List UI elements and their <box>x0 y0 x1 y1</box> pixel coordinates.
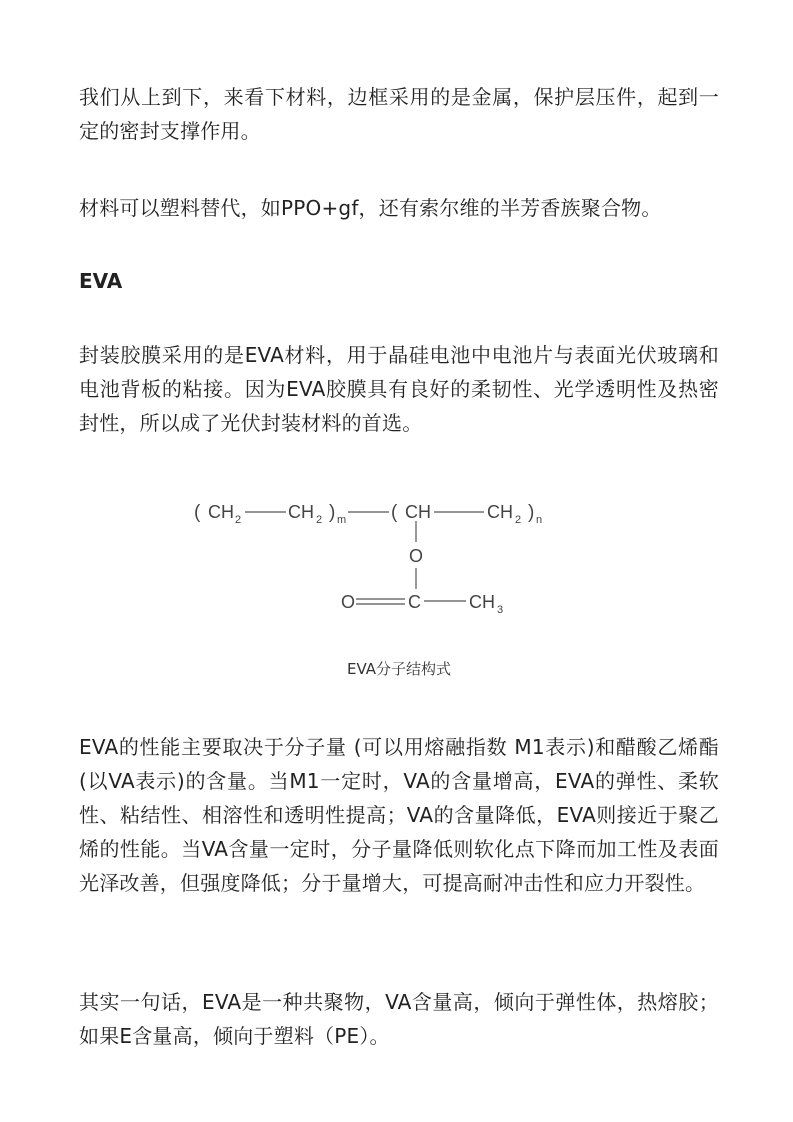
methyl-group: CH <box>469 592 495 612</box>
carbonyl-carbon: C <box>408 592 421 612</box>
subscript-n: n <box>536 514 543 526</box>
ch2-group-a: CH <box>208 502 234 522</box>
eva-structure-figure <box>190 496 570 626</box>
right-paren-n: ) <box>528 502 535 523</box>
ch2-group-c: CH <box>487 502 513 522</box>
paragraph-summary: 其实一句话，EVA是一种共聚物，VA含量高，倾向于弹性体，热熔胶；如果E含量高，倾向于塑料（PE）。 <box>79 990 719 1048</box>
right-paren-m: ) <box>329 502 336 523</box>
ch2-subscript-b: 2 <box>316 514 323 526</box>
ch2-group-b: CH <box>288 502 314 522</box>
methyl-subscript: 3 <box>497 604 504 616</box>
subscript-m: m <box>337 514 347 526</box>
left-paren-m: ( <box>194 502 201 523</box>
eva-structure-diagram <box>190 496 570 626</box>
figure-caption: EVA分子结构式 <box>346 660 452 678</box>
ester-oxygen: O <box>409 546 424 566</box>
carbonyl-oxygen: O <box>341 592 356 612</box>
paragraph-encapsulant-film: 封装胶膜采用的是EVA材料，用于晶硅电池中电池片与表面光伏玻璃和电池背板的粘接。因为EVA胶膜具有良好的柔韧性、光学透明性及热密封性，所以成了光伏封装材料的首选。 <box>79 343 719 435</box>
paragraph-eva-properties: EVA的性能主要取决于分子量 (可以用熔融指数 M1表示)和醋酸乙烯酯 (以VA表示)的含量。当M1一定时，VA的含量增高，EVA的弹性、柔软性、粘结性、相溶性和透明性提高；VA的含量降低，EVA则接近于聚乙烯的性能。当VA含量一定时，分子量降低则软化点下降而加工性及表面光泽改善，但强度降低；分于量增大，可提高耐冲击性和应力开裂性。 <box>79 735 719 895</box>
left-paren-n: ( <box>391 502 398 523</box>
paragraph-plastic-substitute: 材料可以塑料替代，如PPO+gf，还有索尔维的半芳香族聚合物。 <box>79 196 662 220</box>
ch-group: CH <box>405 502 431 522</box>
ch2-subscript-c: 2 <box>515 514 522 526</box>
section-heading-eva: EVA <box>79 269 123 293</box>
ch2-subscript-a: 2 <box>235 514 242 526</box>
paragraph-frame-material: 我们从上到下，来看下材料，边框采用的是金属，保护层压件，起到一定的密封支撑作用。 <box>79 85 719 143</box>
